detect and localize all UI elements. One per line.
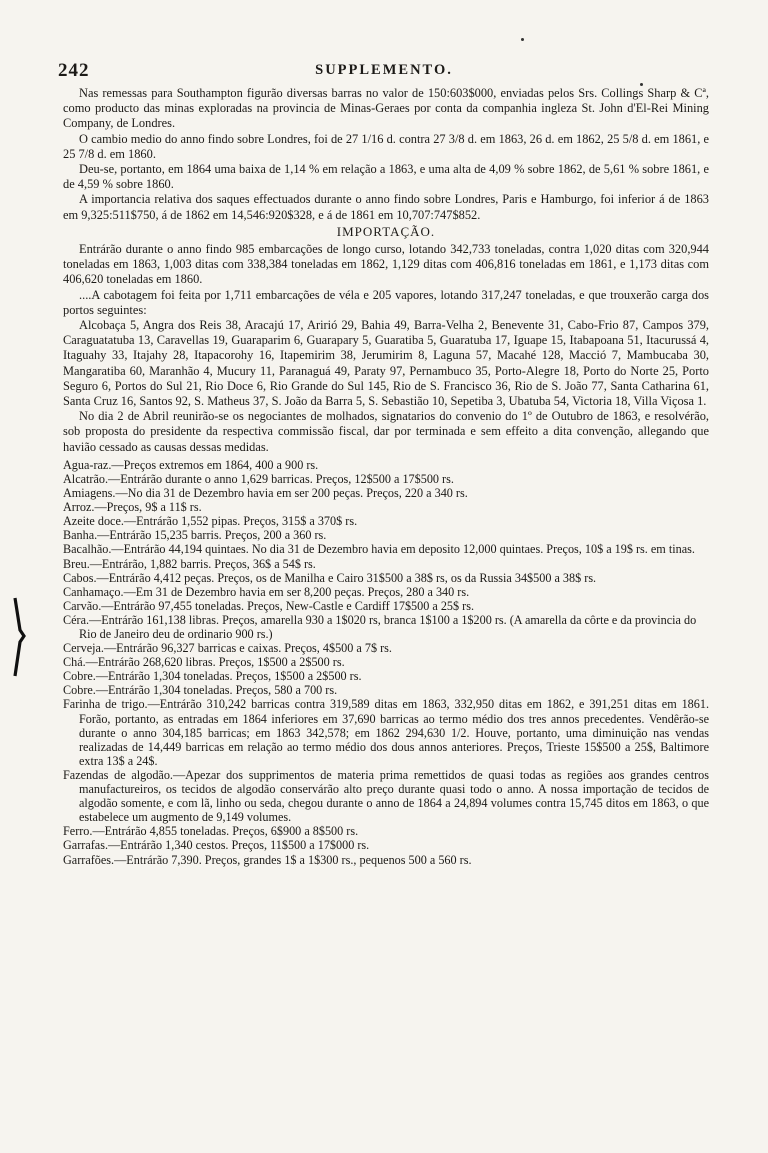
paragraph-variacao: Deu-se, portanto, em 1864 uma baixa de 1,14 % em relação a 1863, e uma alta de 4,09 % sobre 1862, de 5,61 % sobre 1861, e de 4,59 % sobre 1860. — [63, 162, 709, 192]
page-number: 242 — [58, 60, 90, 81]
entry-garrafas: Garrafas.—Entrárão 1,340 cestos. Preços, 11$500 a 17$000 rs. — [63, 838, 370, 853]
paragraph-portos: Alcobaça 5, Angra dos Reis 38, Aracajú 17, Aririó 29, Bahia 49, Barra-Velha 2, Benevente 31, Cabo-Frio 87, Campos 379, Caraguatatuba 13, Caravellas 19, Guaraparim 6, Guarapary 5, Guaratiba 5, Guaratuba 17, Iguape 15, Itabapoana 51, Itacurussá 4, Itaguahy 33, Itajahy 28, Itapacorohy 16, Itapemirim 38, Jerumirim 8, Laguna 57, Macahé 128, Macció 7, Mambucaba 30, Mangaratiba 60, Maranhão 4, Mucury 11, Paranaguá 49, Paraty 97, Pernambuco 35, Porto-Alegre 18, Porto do Norte 25, Porto Seguro 6, Portos do Sul 21, Rio Doce 6, Rio Grande do Sul 145, Rio de S. Francisco 36, Rio de S. João 77, Santa Catharina 61, Santa Cruz 16, Santos 92, S. Matheus 37, S. João da Barra 5, S. Sebastião 10, Sepetiba 3, Ubatuba 54, Victoria 18, Villa Viçosa 1. — [63, 318, 709, 409]
printing-speck — [521, 38, 524, 41]
running-title: SUPPLEMENTO. — [315, 62, 453, 78]
entry-cabos: Cabos.—Entrárão 4,412 peças. Preços, os de Manilha e Cairo 31$500 a 38$ rs, os da Russia 34$500 a 38$ rs. — [63, 570, 597, 585]
entry-fazendas-de-algodao: Fazendas de algodão.—Apezar dos supprimentos de materia prima remettidos de quasi todas as regiões aos grandes centros manufactureiros, os tecidos de algodão conservárão alto preço durante quasi todo o anno. A nossa importação de tecidos de algodão somente, e com lã, linho ou seda, chegou durante o anno de 1864 a 24,894 volumes contra 15,745 ditos em 1863, o que estabelece um augmento de 9,149 volumes. — [63, 767, 709, 825]
entry-arroz: Arroz.—Preços, 9$ a 11$ rs. — [63, 500, 202, 515]
entry-carvao: Carvão.—Entrárão 97,455 toneladas. Preços, New-Castle e Cardiff 17$500 a 25$ rs. — [63, 598, 474, 613]
entry-cera: Céra.—Entrárão 161,138 libras. Preços, amarella 930 a 1$020 rs, branca 1$100 a 1$200 rs. (A amarella da côrte e da provincia do Rio de Janeiro deu de ordinario 900 rs.) — [63, 612, 697, 641]
paragraph-remessas: Nas remessas para Southampton figurão diversas barras no valor de 150:603$000, enviadas pelos Srs. Collings Sharp & Cª, como producto das minas exploradas na provincia de Minas-Geraes por conta da companhia ingleza St. John d'El-Rei Mining Company, de Londres. — [63, 86, 709, 131]
entry-banha: Banha.—Entrárão 15,235 barris. Preços, 200 a 360 rs. — [63, 528, 327, 543]
entry-farinha-de-trigo: Farinha de trigo.—Entrárão 310,242 barricas contra 319,589 ditas em 1863, 332,950 ditas em 1862, e 391,251 ditas em 1861. Forão, portanto, as entradas em 1864 inferiores em 37,690 barricas ao termo médio dos tres annos precedentes. Vendêrão-se durante o anno 304,185 barricas; em 1863 342,578; em 1862 294,630 1/2. Houve, portanto, uma diminuição nas vendas realizadas de 14,449 barricas em relação ao termo médio dos dous annos anteriores. Preços, Trieste 15$500 a 25$, Baltimore extra 13$ a 24$. — [63, 697, 709, 768]
entry-ferro: Ferro.—Entrárão 4,855 toneladas. Preços, 6$900 a 8$500 rs. — [63, 824, 359, 839]
entry-canhamaco: Canhamaço.—Em 31 de Dezembro havia em ser 8,200 peças. Preços, 280 a 340 rs. — [63, 584, 470, 599]
entry-alcatrao: Alcatrão.—Entrárão durante o anno 1,629 barricas. Preços, 12$500 a 17$500 rs. — [63, 471, 454, 486]
entry-azeite-doce: Azeite doce.—Entrárão 1,552 pipas. Preços, 315$ a 370$ rs. — [63, 514, 358, 529]
margin-bracket-mark — [6, 596, 26, 678]
paragraph-saques: A importancia relativa dos saques effectuados durante o anno findo sobre Londres, Paris e Hamburgo, foi inferior á de 1863 em 9,325:511$750, á de 1862 em 14,546:920$328, e á de 1861 em 10,707:747$852. — [63, 192, 709, 222]
entry-garrafoes: Garrafões.—Entrárão 7,390. Preços, grandes 1$ a 1$300 rs., pequenos 500 a 560 rs. — [63, 852, 472, 867]
paragraph-cabotagem: ....A cabotagem foi feita por 1,711 embarcações de véla e 205 vapores, lotando 317,247 toneladas, e que trouxerão carga dos portos seguintes: — [63, 287, 709, 317]
section-title: IMPORTAÇÃO. — [336, 223, 436, 239]
entry-cobre-2: Cobre.—Entrárão 1,304 toneladas. Preços, 580 a 700 rs. — [63, 683, 338, 698]
entry-amiagens: Amiagens.—No dia 31 de Dezembro havia em ser 200 peças. Preços, 220 a 340 rs. — [63, 486, 468, 501]
document-body — [63, 86, 709, 867]
entry-cerveja: Cerveja.—Entrárão 96,327 barricas e caixas. Preços, 4$500 a 7$ rs. — [63, 641, 392, 656]
entry-bacalhao: Bacalhão.—Entrárão 44,194 quintaes. No dia 31 de Dezembro havia em deposito 12,000 quintaes. Preços, 10$ a 19$ rs. em tinas. — [63, 542, 695, 557]
paragraph-convenio: No dia 2 de Abril reunirão-se os negociantes de molhados, signatarios do convenio do 1º de Outubro de 1863, e resolvérão, sob proposta do presidente da respectiva commissão fiscal, dar por terminada e sem effeito a dita convenção, allegando que havião cessado as causas dessas medidas. — [63, 409, 709, 454]
entry-breu: Breu.—Entrárão, 1,882 barris. Preços, 36$ a 54$ rs. — [63, 556, 316, 571]
entry-cobre: Cobre.—Entrárão 1,304 toneladas. Preços, 1$500 a 2$500 rs. — [63, 669, 362, 684]
commodity-list — [63, 458, 709, 867]
entry-agua-raz: Agua-raz.—Preços extremos em 1864, 400 a 900 rs. — [63, 457, 319, 472]
paragraph-cambio: O cambio medio do anno findo sobre Londres, foi de 27 1/16 d. contra 27 3/8 d. em 1863, 26 d. em 1862, 25 5/8 d. em 1861, e 25 7/8 d. em 1860. — [63, 131, 709, 161]
paragraph-embarcacoes: Entrárão durante o anno findo 985 embarcações de longo curso, lotando 342,733 toneladas, contra 1,020 ditas com 320,944 toneladas em 1863, 1,003 ditas com 338,384 toneladas em 1862, 1,129 ditas com 406,816 toneladas em 1861, e 1,173 ditas com 406,620 toneladas em 1860. — [63, 242, 709, 287]
page-header — [58, 60, 710, 82]
entry-cha: Chá.—Entrárão 268,620 libras. Preços, 1$500 a 2$500 rs. — [63, 655, 345, 670]
